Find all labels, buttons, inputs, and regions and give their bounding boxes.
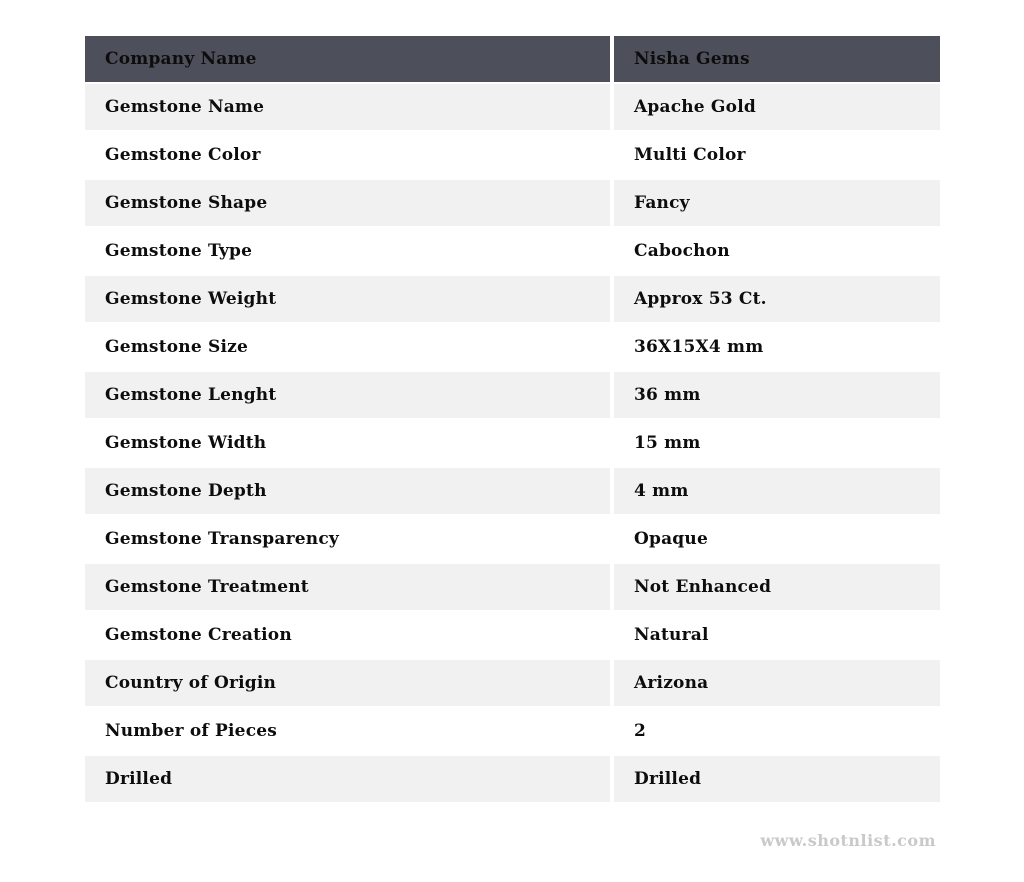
row-value: Fancy xyxy=(614,180,940,226)
table-row xyxy=(85,132,940,178)
row-value: Drilled xyxy=(614,756,940,802)
table-row xyxy=(85,756,940,802)
row-label: Drilled xyxy=(85,756,610,802)
row-label: Gemstone Size xyxy=(85,324,610,370)
row-label: Gemstone Weight xyxy=(85,276,610,322)
row-value: Arizona xyxy=(614,660,940,706)
table-row xyxy=(85,372,940,418)
table-row xyxy=(85,708,940,754)
table-row xyxy=(85,420,940,466)
table-header-row xyxy=(85,36,940,82)
table-row xyxy=(85,180,940,226)
table-row xyxy=(85,516,940,562)
row-label: Gemstone Lenght xyxy=(85,372,610,418)
table-row xyxy=(85,660,940,706)
table-row xyxy=(85,228,940,274)
row-value: 36 mm xyxy=(614,372,940,418)
row-value: 2 xyxy=(614,708,940,754)
row-label: Gemstone Transparency xyxy=(85,516,610,562)
gemstone-spec-table xyxy=(85,36,940,804)
row-label: Gemstone Treatment xyxy=(85,564,610,610)
row-label: Gemstone Shape xyxy=(85,180,610,226)
row-label: Gemstone Depth xyxy=(85,468,610,514)
table-row xyxy=(85,84,940,130)
row-value: Multi Color xyxy=(614,132,940,178)
row-label: Gemstone Color xyxy=(85,132,610,178)
row-value: 15 mm xyxy=(614,420,940,466)
row-value: Apache Gold xyxy=(614,84,940,130)
row-value: Approx 53 Ct. xyxy=(614,276,940,322)
table-body xyxy=(85,84,940,802)
row-label: Gemstone Width xyxy=(85,420,610,466)
row-value: 4 mm xyxy=(614,468,940,514)
table-row xyxy=(85,276,940,322)
row-value: Opaque xyxy=(614,516,940,562)
row-value: Cabochon xyxy=(614,228,940,274)
row-label: Number of Pieces xyxy=(85,708,610,754)
table-row xyxy=(85,324,940,370)
table-row xyxy=(85,612,940,658)
row-label: Gemstone Type xyxy=(85,228,610,274)
row-value: Not Enhanced xyxy=(614,564,940,610)
row-value: Natural xyxy=(614,612,940,658)
row-value: 36X15X4 mm xyxy=(614,324,940,370)
row-label: Gemstone Name xyxy=(85,84,610,130)
table-row xyxy=(85,564,940,610)
watermark-text: www.shotnlist.com xyxy=(760,831,936,850)
row-label: Country of Origin xyxy=(85,660,610,706)
table-header-label: Company Name xyxy=(85,36,610,82)
table-row xyxy=(85,468,940,514)
table-header-value: Nisha Gems xyxy=(614,36,940,82)
row-label: Gemstone Creation xyxy=(85,612,610,658)
